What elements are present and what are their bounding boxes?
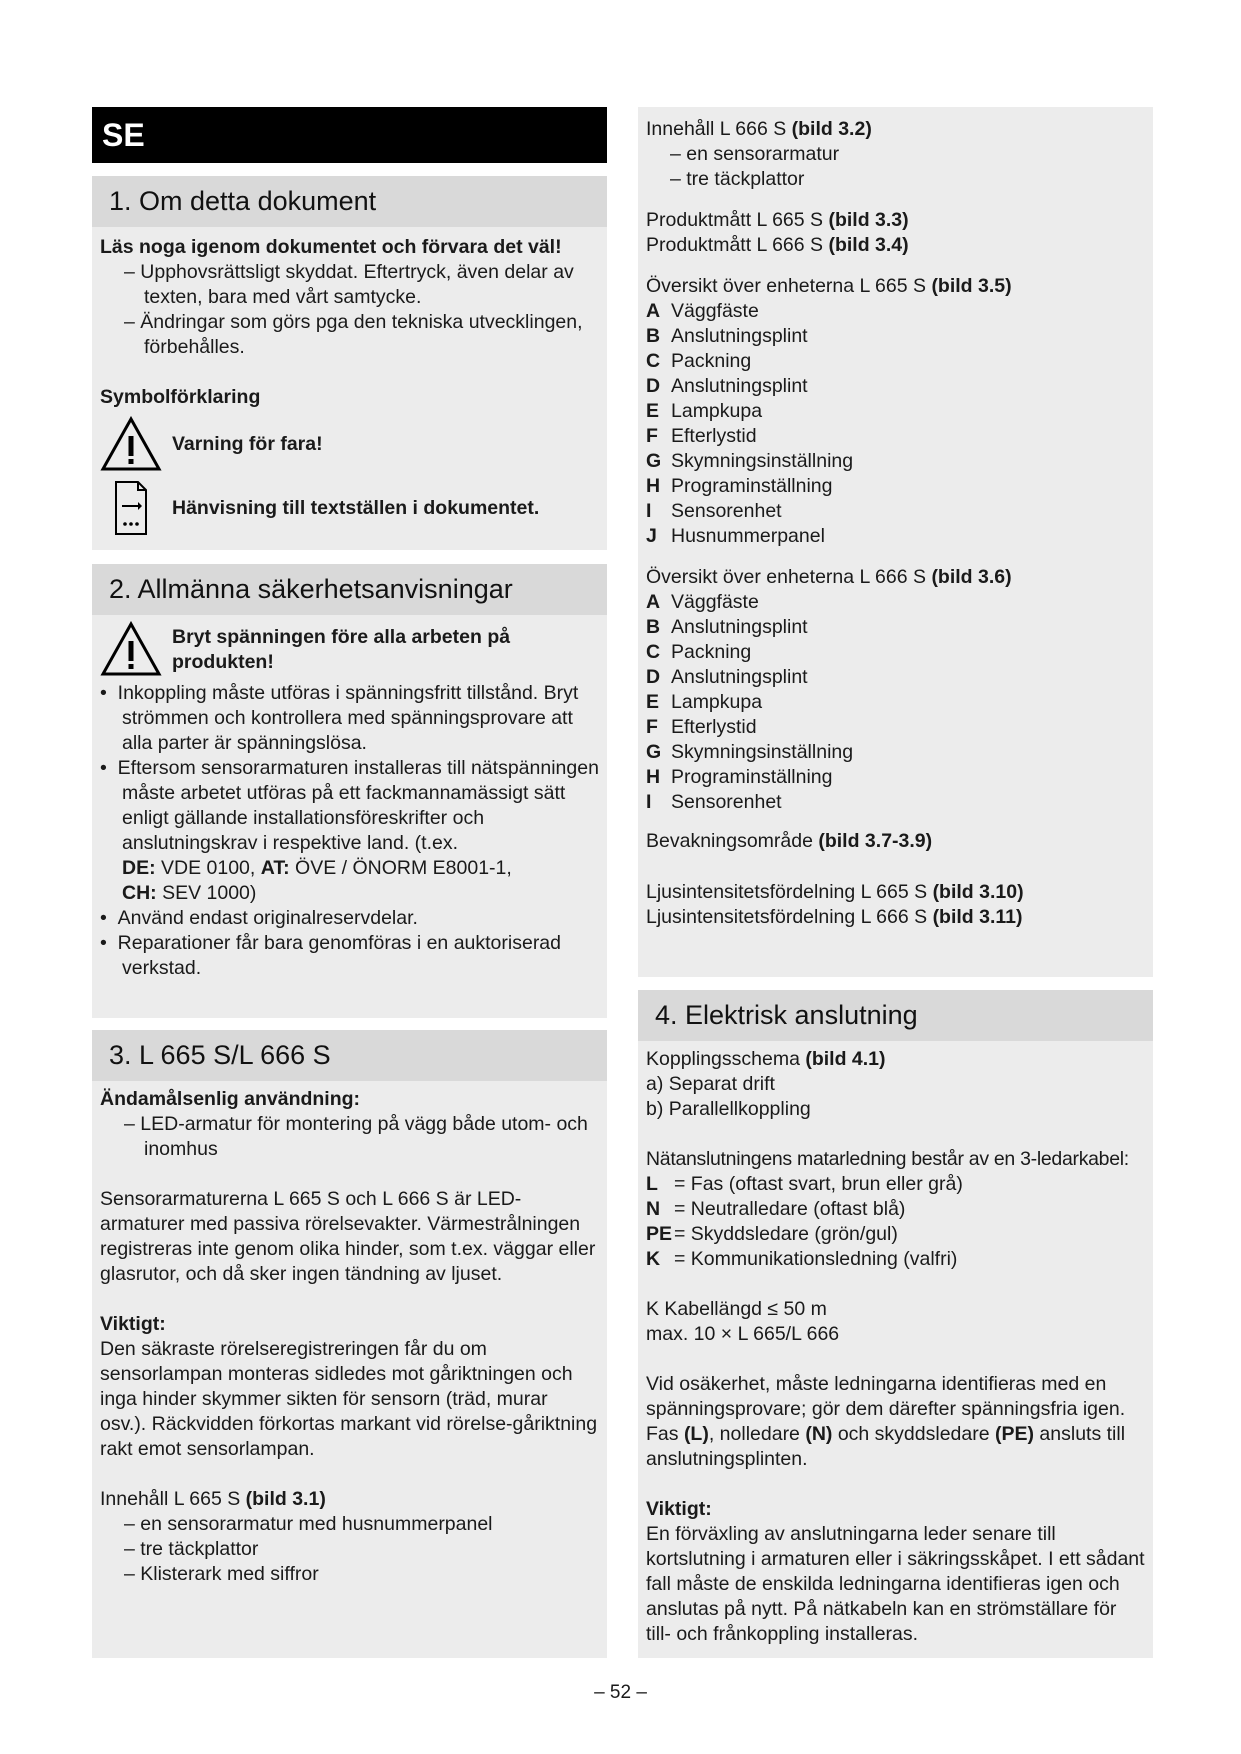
list-item: F Efterlystid	[646, 425, 757, 447]
list-item: E Lampkupa	[646, 691, 763, 713]
list-item: E Lampkupa	[646, 400, 763, 422]
list-item: H Programinställning	[646, 766, 833, 788]
product-description: Sensorarmaturerna L 665 S och L 666 S är LED-armaturer med passiva rörelsevakter. Värmestrålningen registreras inte genom olika hinder, som t.ex. väggar eller glasrutor, och då sker ingen tändning av ljuset.	[100, 1188, 596, 1285]
section-about-document	[92, 176, 607, 550]
document-reference-icon	[100, 480, 162, 536]
overview-l666-heading: Översikt över enheterna L 666 S (bild 3.6)	[646, 566, 1012, 588]
list-item: • Använd endast originalreservdelar.	[100, 907, 418, 929]
list-item: J Husnummerpanel	[646, 525, 825, 547]
important-heading: Viktigt:	[100, 1313, 166, 1335]
list-item: L = Fas (oftast svart, brun eller grå)	[646, 1173, 963, 1195]
list-item: • Reparationer får bara genomföras i en auktoriserad verkstad.	[100, 932, 562, 979]
list-item: – en sensorarmatur med husnummerpanel	[124, 1513, 493, 1535]
list-item: A Väggfäste	[646, 300, 759, 322]
dimensions-l665: Produktmått L 665 S (bild 3.3)	[646, 209, 909, 231]
list-item: – en sensorarmatur	[670, 143, 840, 165]
warning-icon	[100, 621, 162, 677]
overview-l665-list	[646, 299, 1145, 549]
reference-symbol-row	[100, 480, 599, 536]
section-product-continued	[638, 107, 1153, 977]
important-text: Den säkraste rörelseregistreringen får du om sensorlampan monteras sidledes mot gåriktningen och inga hinder skymmer sikten för sensorn (träd, murar osv.). Räckvidden förkortas markant vid rörelse-gåriktning rakt emot sensorlampan.	[100, 1338, 598, 1460]
list-item: – LED-armatur för montering på vägg både utom- och inomhus	[124, 1113, 588, 1160]
conductor-list	[646, 1172, 1145, 1272]
section-safety	[92, 564, 607, 1018]
section-electrical	[638, 990, 1153, 1658]
list-item: B Anslutningsplint	[646, 325, 808, 347]
safety-warning-text: Bryt spänningen före alla arbeten på produkten!	[172, 626, 511, 673]
cable-length: K Kabellängd ≤ 50 m	[646, 1298, 827, 1320]
section-product	[92, 1030, 607, 1658]
language-tag: SE	[92, 107, 607, 163]
dimensions-l666: Produktmått L 666 S (bild 3.4)	[646, 234, 909, 256]
light-distribution-l665: Ljusintensitetsfördelning L 665 S (bild 3.10)	[646, 881, 1024, 903]
warning-text: Varning för fara!	[172, 432, 323, 455]
list-item: H Programinställning	[646, 475, 833, 497]
wiring-option-a: a) Separat drift	[646, 1073, 775, 1095]
list-item: B Anslutningsplint	[646, 616, 808, 638]
list-item: D Anslutningsplint	[646, 375, 808, 397]
list-item: – tre täckplattor	[670, 168, 805, 190]
section-3-title: 3. L 665 S/L 666 S	[92, 1030, 607, 1081]
list-item: C Packning	[646, 641, 752, 663]
section-2-title: 2. Allmänna säkerhetsanvisningar	[92, 564, 607, 615]
verify-instructions: Vid osäkerhet, måste ledningarna identifieras med en spänningsprovare; gör dem därefter spänningsfria igen. Fas (L), nolledare (N) och skyddsledare (PE) ansluts till anslutningsplinten.	[646, 1373, 1126, 1470]
wiring-option-b: b) Parallellkoppling	[646, 1098, 811, 1120]
list-item: PE = Skyddsledare (grön/gul)	[646, 1223, 898, 1245]
list-item: D Anslutningsplint	[646, 666, 808, 688]
section-4-title: 4. Elektrisk anslutning	[638, 990, 1153, 1041]
list-item: G Skymningsinställning	[646, 450, 854, 472]
wiring-diagram-heading: Kopplingsschema (bild 4.1)	[646, 1048, 886, 1070]
important-heading: Viktigt:	[646, 1498, 712, 1520]
max-units: max. 10 × L 665/L 666	[646, 1323, 840, 1345]
safety-warning-row	[100, 621, 599, 677]
content-l665-heading: Innehåll L 665 S (bild 3.1)	[100, 1488, 326, 1510]
warning-symbol-row	[100, 416, 599, 472]
list-item: N = Neutralledare (oftast blå)	[646, 1198, 906, 1220]
usage-heading: Ändamålsenlig användning:	[100, 1088, 361, 1110]
read-notice: Läs noga igenom dokumentet och förvara det väl!	[100, 236, 562, 258]
list-item: • Eftersom sensorarmaturen installeras till nätspänningen måste arbetet utföras på ett fackmannamässigt sätt enligt gällande installationsföreskrifter och anslutningskrav i respektive land. (t.ex. DE: VDE 0100, AT: ÖVE / ÖNORM E8001-1, CH: SEV 1000)	[100, 757, 599, 904]
cable-intro: Nätanslutningens matarledning består av en 3-ledarkabel:	[646, 1148, 1129, 1170]
page-number: – 52 –	[594, 1682, 647, 1703]
list-item: C Packning	[646, 350, 752, 372]
overview-l665-heading: Översikt över enheterna L 665 S (bild 3.5)	[646, 275, 1012, 297]
list-item: F Efterlystid	[646, 716, 757, 738]
symbol-heading: Symbolförklaring	[100, 386, 261, 408]
reference-text: Hänvisning till textställen i dokumentet.	[172, 496, 540, 519]
content-l666-heading: Innehåll L 666 S (bild 3.2)	[646, 118, 872, 140]
list-item: A Väggfäste	[646, 591, 759, 613]
list-item: – Ändringar som görs pga den tekniska utvecklingen, förbehålles.	[124, 311, 583, 358]
important-text: En förväxling av anslutningarna leder senare till kortslutning i armaturen eller i säkringsskåpet. I ett sådant fall måste de enskilda ledningarna identifieras igen och anslutas på nytt. På nätkabeln kan en strömställare för till- och frånkoppling installeras.	[646, 1523, 1145, 1645]
list-item: G Skymningsinställning	[646, 741, 854, 763]
list-item: K = Kommunikationsledning (valfri)	[646, 1248, 958, 1270]
coverage-area: Bevakningsområde (bild 3.7-3.9)	[646, 830, 933, 852]
list-item: I Sensorenhet	[646, 500, 782, 522]
light-distribution-l666: Ljusintensitetsfördelning L 666 S (bild 3.11)	[646, 906, 1023, 928]
list-item: – Klisterark med siffror	[124, 1563, 319, 1585]
list-item: • Inkoppling måste utföras i spänningsfritt tillstånd. Bryt strömmen och kontrollera med spänningsprovare att alla parter är spänningslösa.	[100, 682, 579, 754]
overview-l666-list	[646, 590, 1145, 815]
warning-icon	[100, 416, 162, 472]
list-item: – tre täckplattor	[124, 1538, 259, 1560]
list-item: I Sensorenhet	[646, 791, 782, 813]
section-1-title: 1. Om detta dokument	[92, 176, 607, 227]
list-item: – Upphovsrättsligt skyddat. Eftertryck, även delar av texten, bara med vårt samtycke.	[124, 261, 574, 308]
